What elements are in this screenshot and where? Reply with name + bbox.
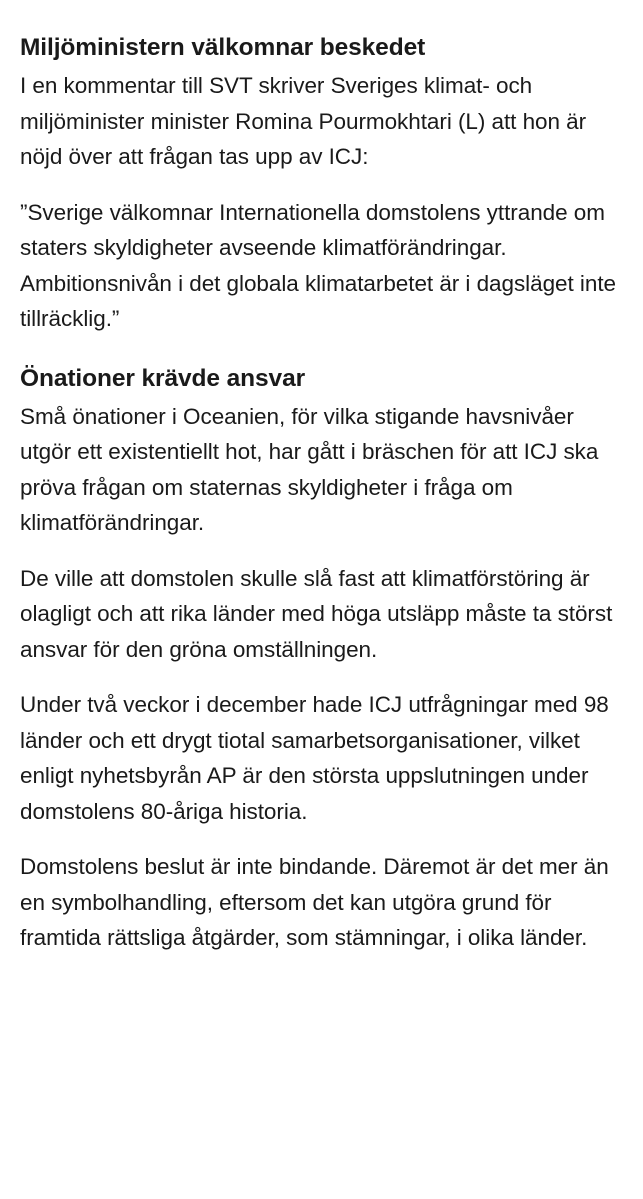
- section-heading-minister: Miljöministern välkomnar beskedet: [20, 34, 426, 61]
- paragraph-hearings: Under två veckor i december hade ICJ utfrågningar med 98 länder och ett drygt tiotal samarbetsorganisationer, vilket enligt nyhetsbyrån AP är den största uppslutningen under domstolens 80-åriga historia.: [20, 692, 609, 824]
- paragraph-not-binding: Domstolens beslut är inte bindande. Däremot är det mer än en symbolhandling, eftersom det kan utgöra grund för framtida rättsliga åtgärder, som stämningar, i olika länder.: [20, 854, 609, 950]
- paragraph-court-demand: De ville att domstolen skulle slå fast att klimatförstöring är olagligt och att rika länder med höga utsläpp måste ta störst ansvar för den gröna omställningen.: [20, 565, 613, 662]
- section-heading-island-nations: Önationer krävde ansvar: [20, 364, 306, 392]
- paragraph-island-nations: Små önationer i Oceanien, för vilka stigande havsnivåer utgör ett existentiellt hot, har gått i bräschen för att ICJ ska pröva frågan om staternas skyldigheter i fråga om klimatförändringar.: [20, 403, 599, 535]
- paragraph-minister-comment: I en kommentar till SVT skriver Sveriges klimat- och miljöminister minister Romina Pourmokhtari (L) att hon är nöjd över att frågan tas upp av ICJ:: [20, 73, 587, 169]
- paragraph-minister-quote: ”Sverige välkomnar Internationella domstolens yttrande om staters skyldigheter avseende klimatförändringar. Ambitionsnivån i det globala klimatarbetet är i dagsläget inte tillräcklig.”: [20, 199, 616, 331]
